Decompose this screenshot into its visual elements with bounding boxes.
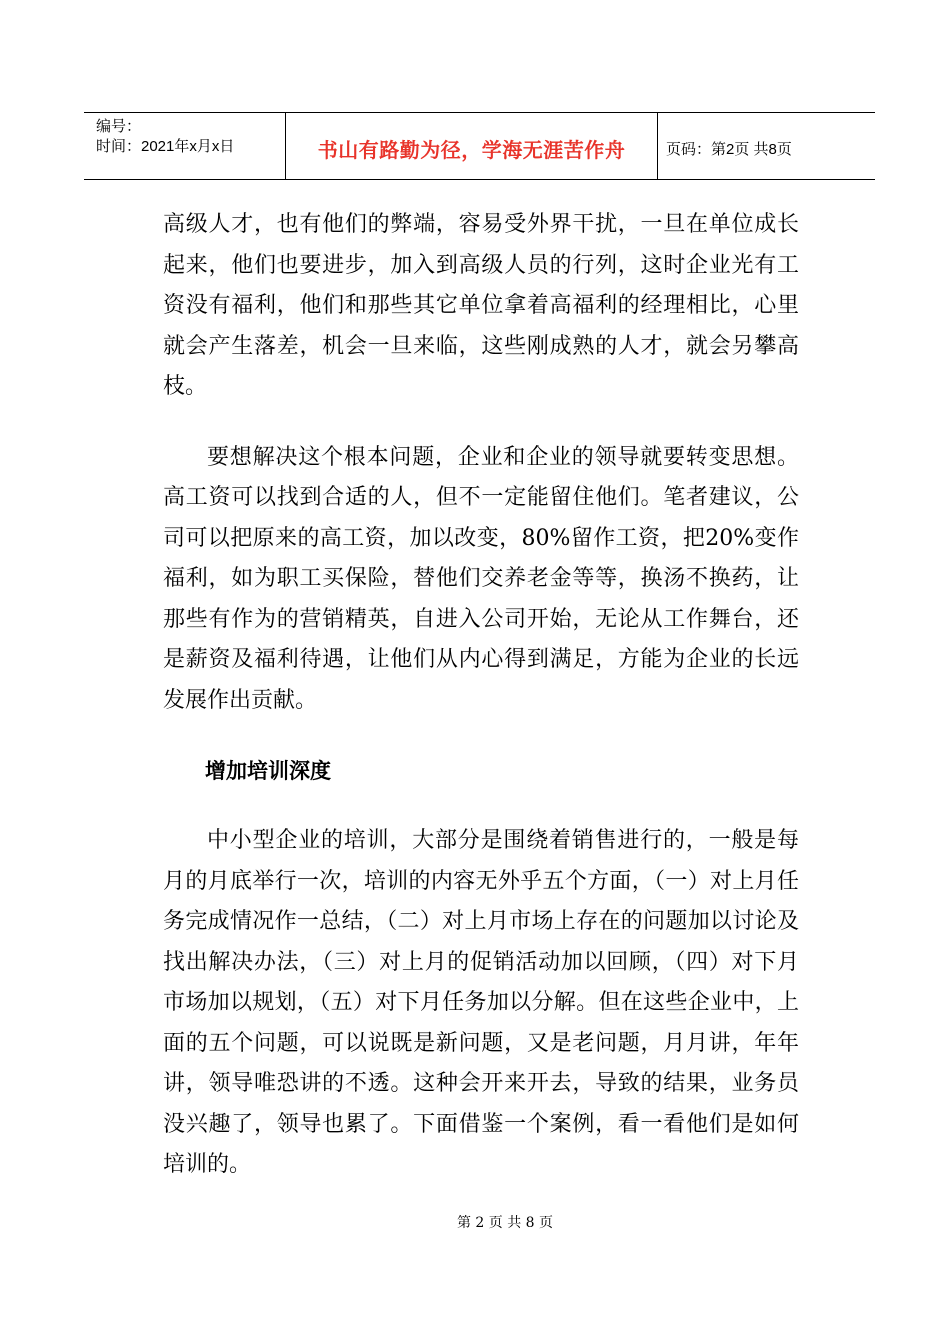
header-motto: 书山有路勤为径，学海无涯苦作舟: [286, 113, 658, 179]
number-label: 编号：: [96, 118, 142, 135]
paragraph-3: 中小型企业的培训，大部分是围绕着销售进行的，一般是每月的月底举行一次，培训的内容无外乎五个方面，（一）对上月任务完成情况作一总结，（二）对上月市场上存在的问题加以讨论及找出解决办法，（三）对上月的促销活动加以回顾，（四）对下月市场加以规划，（五）对下月任务加以分解。但在这些企业中，上面的五个问题，可以说既是新问题，又是老问题，月月讲，年年讲，领导唯恐讲的不透。这种会开来开去，导致的结果，业务员没兴趣了，领导也累了。下面借鉴一个案例，看一看他们是如何培训的。: [163, 828, 799, 1177]
header-page-info: 页码：第2页 共8页: [666, 140, 792, 158]
section-heading: 增加培训深度: [205, 759, 331, 783]
document-body: [163, 205, 799, 1186]
page-footer: 第 2 页 共 8 页: [456, 1215, 554, 1231]
paragraph-1: 高级人才，也有他们的弊端，容易受外界干扰，一旦在单位成长起来，他们也要进步，加入到高级人员的行列，这时企业光有工资没有福利，他们和那些其它单位拿着高福利的经理相比，心里就会产生落差，机会一旦来临，这些刚成熟的人才，就会另攀高枝。: [163, 212, 799, 399]
paragraph-2: 要想解决这个根本问题，企业和企业的领导就要转变思想。高工资可以找到合适的人，但不一定能留住他们。笔者建议，公司可以把原来的高工资，加以改变，80%留作工资，把20%变作福利，如为职工买保险，替他们交养老金等等，换汤不换药，让那些有作为的营销精英，自进入公司开始，无论从工作舞台，还是薪资及福利待遇，让他们从内心得到满足，方能为企业的长远发展作出贡献。: [163, 444, 799, 713]
header-meta-cell: [84, 113, 286, 179]
time-label: 时间：2021年x月x日: [96, 138, 235, 155]
document-header: [84, 112, 875, 180]
